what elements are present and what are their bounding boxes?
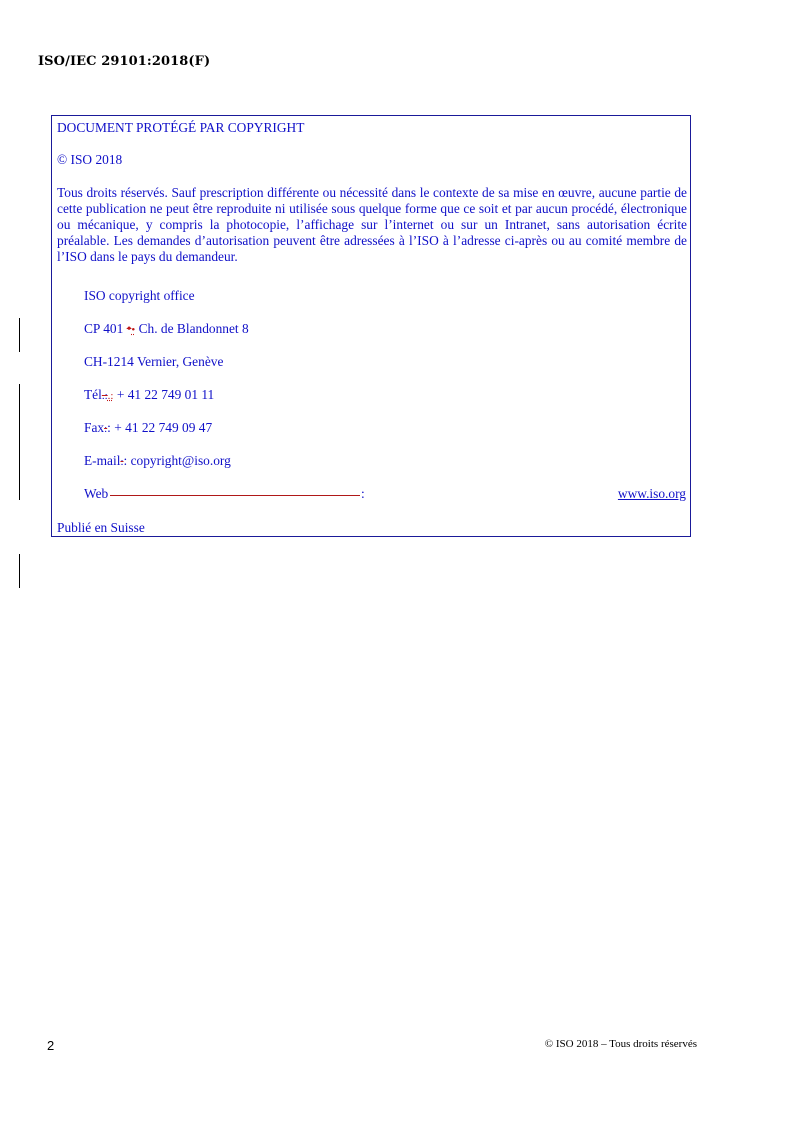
- email-line: [84, 453, 231, 469]
- office-name: ISO copyright office: [84, 288, 195, 303]
- tel-label: Tél: [84, 387, 102, 402]
- address-cp: CP 401: [84, 321, 124, 336]
- change-bar: [19, 554, 20, 588]
- change-bar: [19, 384, 20, 500]
- copyright-box: [51, 115, 691, 537]
- address-deleted-mark: •: [126, 321, 132, 336]
- tel-deleted-mark: .:: [101, 390, 108, 402]
- web-url-link[interactable]: www.iso.org: [617, 486, 686, 501]
- tel-inserted-mark: .:: [107, 390, 114, 402]
- fax-value: : + 41 22 749 09 47: [107, 420, 213, 435]
- fax-line: [84, 420, 212, 436]
- address-inserted-mark: •: [131, 324, 136, 336]
- address-line: [84, 321, 249, 337]
- web-label: Web: [84, 486, 109, 501]
- web-tab-leader: [110, 495, 360, 496]
- city-line: CH-1214 Vernier, Genève: [84, 354, 224, 369]
- copyright-year: © ISO 2018: [57, 152, 123, 167]
- footer-copyright: © ISO 2018 – Tous droits réservés: [544, 1038, 697, 1050]
- rights-paragraph: Tous droits réservés. Sauf prescription différente ou nécessité dans le contexte de sa mise en œuvre, aucune partie de cette publication ne peut être reproduite ni utilisée sous quelque forme que ce soit et par aucun procédé, électronique ou mécanique, y compris la photocopie, l’affichage sur l’internet ou sur un Intranet, sans autorisation écrite préalable. Les demandes d’autorisation peuvent être adressées à l’ISO à l’adresse ci-après ou au comité membre de l’ISO dans le pays du demandeur.: [57, 185, 687, 264]
- change-bar: [19, 318, 20, 352]
- email-deleted-mark: :: [120, 456, 124, 468]
- page-header: ISO/IEC 29101:2018(F): [38, 54, 211, 69]
- email-label: E-mail: [84, 453, 121, 468]
- tel-value: + 41 22 749 01 11: [113, 387, 215, 402]
- address-street: Ch. de Blandonnet 8: [138, 321, 249, 336]
- published-line: Publié en Suisse: [57, 520, 145, 535]
- fax-deleted-mark: :: [104, 423, 108, 435]
- tel-line: [84, 387, 214, 403]
- copyright-title: DOCUMENT PROTÉGÉ PAR COPYRIGHT: [57, 120, 305, 135]
- email-value: : copyright@iso.org: [123, 453, 231, 468]
- footer-page-number: 2: [47, 1038, 55, 1053]
- fax-label: Fax: [84, 420, 105, 435]
- web-colon: :: [361, 486, 365, 501]
